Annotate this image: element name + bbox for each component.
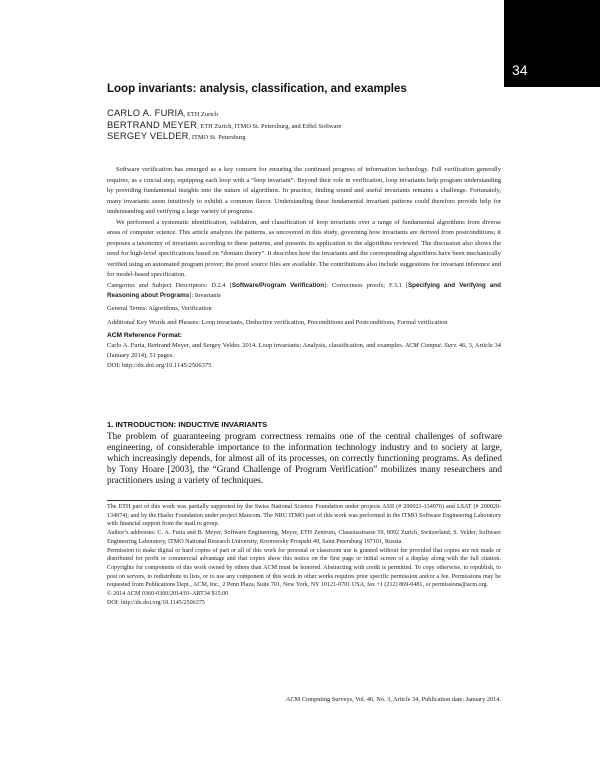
acm-reference-details: 46, 3, Article 34 (January 2014), 51 pages.: [107, 342, 501, 360]
page-number-tab: [504, 0, 600, 87]
footnotes: [107, 503, 501, 607]
page-number: 34: [512, 62, 528, 78]
categories-mid: ]: Correctness proofs; F.3.1 [: [324, 282, 408, 289]
acm-reference-text: Carlo A. Furia, Bertrand Meyer, and Sergey Velder. 2014. Loop invariants: Analysis, classification, and examples.: [107, 342, 405, 350]
categories-prefix: Categories and Subject Descriptors: D.2.4 [: [107, 282, 232, 289]
author-line: [107, 131, 341, 143]
keywords: Additional Key Words and Phrases: Loop invariants, Deductive verification, Preconditions and Postconditions, Formal verification: [107, 318, 448, 326]
paper-title: Loop invariants: analysis, classification, and examples: [107, 83, 407, 95]
abstract: [107, 165, 501, 281]
category-term: Software/Program Verification: [231, 282, 325, 289]
funding-note: The ETH part of this work was partially supported by the Swiss National Science Foundation under projects ASII (# 200021-134976) and LSAT (# 200020-134974); and by the Hasler Foundation under project Mancom. The NRU ITMO part of this work was performed in the ITMO Software Engineering Laboratory with financial support from the mail.ru group.: [107, 504, 501, 528]
author-list: [107, 108, 341, 143]
general-terms: General Terms: Algorithms, Verification: [107, 305, 212, 313]
author-affiliation: , ETH Zurich, ITMO St. Petersburg, and Eiffel Software: [197, 122, 342, 130]
author-addresses: Author’s addresses: C. A. Furia and B. Meyer, Software Engineering, Meyer, ETH Zentrum, Clausiusstrasse 59, 8092 Zurich, Switzerland; S. Velder, Software Engineering Laboratory, ITMO National Research University, Kronversky Prospekt 49, Saint Petersburg 197101, Russia.: [107, 530, 501, 545]
journal-footer: ACM Computing Surveys, Vol. 46, No. 3, Article 34, Publication date: January 2014.: [285, 696, 501, 703]
categories-suffix: ]: Invariants: [189, 292, 221, 300]
footnote-divider: [107, 500, 501, 501]
category-term: Specifying and Verifying and Reasoning about Programs: [107, 282, 501, 300]
author-affiliation: , ETH Zurich: [183, 111, 219, 118]
author-name: SERGEY VELDER: [107, 130, 189, 142]
copyright-line: © 2014 ACM 0360-0300/2014/01-ART34 $15.00: [107, 591, 229, 598]
intro-paragraph: The problem of guaranteeing program correctness remains one of the central challenges of software engineering, of considerable importance to the information technology industry and to society at large, which increasingly depends, for almost all of its processes, on correctly functioning programs. As defined by Tony Hoare [2003], the “Grand Challenge of Program Verification” mobilizes many researchers and practitioners using a variety of techniques.: [107, 431, 502, 486]
acm-reference-doi: DOI: http://dx.doi.org/10.1145/2506375: [107, 362, 212, 370]
author-affiliation: , ITMO St. Petersburg: [188, 134, 246, 142]
author-name: CARLO A. FURIA: [107, 107, 184, 118]
abstract-paragraph: We performed a systematic identification, validation, and classification of loop invariants over a range of fundamental algorithms from diverse areas of computer science. This article analyzes the patterns, as uncovered in this study, governing how invariants are derived from postconditions; it proposes a taxonomy of invariants according to these patterns, and presents its application to the algorithms reviewed. The discussion also shows the need for high-level specifications based on “domain theory”. It describes how the invariants and the corresponding algorithms have been mechanically verified using an automated program prover; the proof source files are available. The contributions also include suggestions for invariant inference and for model-based specification.: [107, 218, 501, 278]
permission-notice: Permission to make digital or hard copies of part or all of this work for personal or classroom use is granted without fee provided that copies are not made or distributed for profit or commercial advantage and that copies show this notice on the first page or initial screen of a display along with the full citation. Copyrights for components of this work owned by others than ACM must be honored. Abstracting with credit is permitted. To copy otherwise, to republish, to post on servers, to redistribute to lists, or to use any component of this work in other works requires prior specific permission and/or a fee. Permissions may be requested from Publications Dept., ACM, Inc., 2 Penn Plaza, Suite 701, New York, NY 10121-0701 USA, fax +1 (212) 869-0481, or permissions@acm.org.: [107, 547, 501, 589]
acm-reference-journal: ACM Comput. Surv.: [405, 342, 458, 350]
footnote-doi: DOI: http://dx.doi.org/10.1145/2506375: [107, 599, 205, 606]
acm-reference-heading: ACM Reference Format:: [107, 331, 183, 339]
author-name: BERTRAND MEYER: [107, 118, 198, 130]
abstract-paragraph: Software verification has emerged as a key concern for ensuring the continued progress of information technology. Full verification generally requires, as a crucial step, equipping each loop with a “loop invariant”. Beyond their role in verification, loop invariants help program understanding by providing fundamental insights into the nature of algorithms. In practice, finding sound and useful invariants remains a challenge. Fortunately, many invariants seem intuitively to exhibit a common flavor. Understanding these fundamental invariant patterns could therefore provide help for understanding and verifying a large variety of programs.: [107, 166, 501, 215]
acm-reference: [107, 331, 501, 372]
section-heading: 1. INTRODUCTION: INDUCTIVE INVARIANTS: [107, 420, 268, 429]
categories-descriptors: [107, 281, 501, 301]
metadata-block: [107, 281, 501, 372]
